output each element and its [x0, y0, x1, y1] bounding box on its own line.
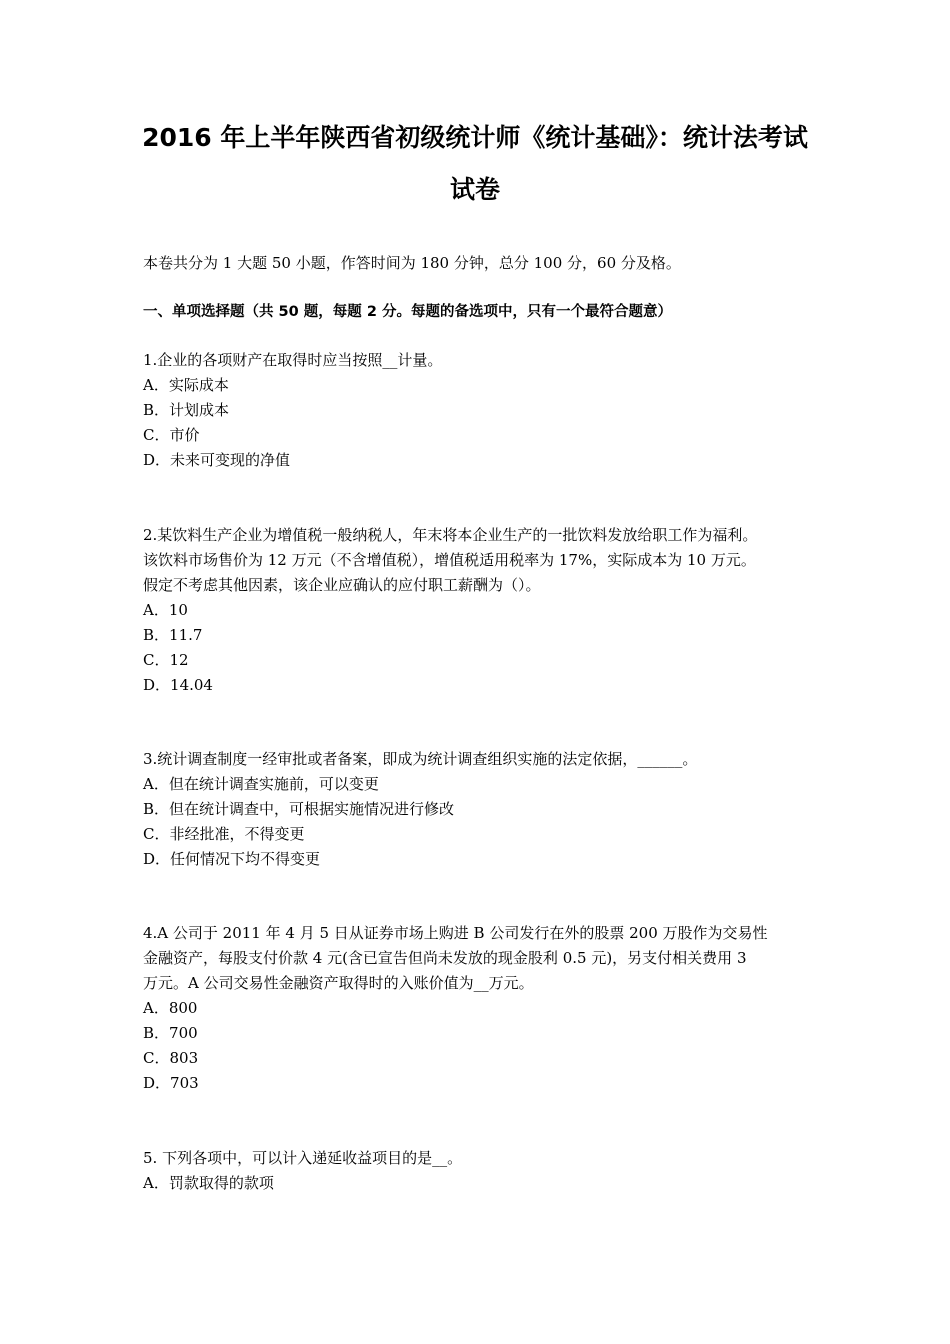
- question-4-stem-line-2: 金融资产，每股支付价款 4 元(含已宣告但尚未发放的现金股利 0.5 元)，另支付相关费用 3: [143, 949, 747, 967]
- question-4-option-a: A．800: [143, 999, 198, 1017]
- question-3-option-b: B．但在统计调查中，可根据实施情况进行修改: [143, 800, 455, 818]
- document-title-line-1: 2016 年上半年陕西省初级统计师《统计基础》：统计法考试: [142, 123, 808, 152]
- exam-intro: 本卷共分为 1 大题 50 小题，作答时间为 180 分钟，总分 100 分，60 分及格。: [143, 254, 681, 272]
- question-2-option-d: D．14.04: [143, 676, 213, 694]
- question-4-option-c: C．803: [143, 1049, 199, 1067]
- question-2-option-a: A．10: [143, 601, 188, 619]
- question-5-stem: 5. 下列各项中，可以计入递延收益项目的是__。: [143, 1149, 463, 1167]
- question-3-option-a: A．但在统计调查实施前，可以变更: [143, 775, 379, 793]
- question-3-option-c: C．非经批准，不得变更: [143, 825, 305, 843]
- question-2-option-c: C．12: [143, 651, 189, 669]
- question-3-option-d: D．任何情况下均不得变更: [143, 850, 321, 868]
- question-4-option-b: B．700: [143, 1024, 198, 1042]
- question-2-option-b: B．11.7: [143, 626, 203, 644]
- question-2-stem-line-1: 2.某饮料生产企业为增值税一般纳税人，年末将本企业生产的一批饮料发放给职工作为福利。: [143, 526, 758, 544]
- question-3-stem: 3.统计调查制度一经审批或者备案，即成为统计调查组织实施的法定依据，______。: [143, 750, 698, 768]
- question-4-option-d: D．703: [143, 1074, 199, 1092]
- question-1-option-b: B．计划成本: [143, 401, 230, 419]
- question-4-stem-line-3: 万元。A 公司交易性金融资产取得时的入账价值为__万元。: [143, 974, 534, 992]
- question-2-stem-line-2: 该饮料市场售价为 12 万元（不含增值税），增值税适用税率为 17%，实际成本为 10 万元。: [143, 551, 756, 569]
- question-2-stem-line-3: 假定不考虑其他因素，该企业应确认的应付职工薪酬为（）。: [143, 576, 541, 594]
- question-1-option-c: C．市价: [143, 426, 200, 444]
- question-1-stem: 1.企业的各项财产在取得时应当按照__计量。: [143, 351, 443, 369]
- question-4-stem-line-1: 4.A 公司于 2011 年 4 月 5 日从证券市场上购进 B 公司发行在外的股票 200 万股作为交易性: [143, 924, 768, 942]
- question-1-option-a: A．实际成本: [143, 376, 229, 394]
- section-heading: 一、单项选择题（共 50 题，每题 2 分。每题的备选项中，只有一个最符合题意）: [143, 304, 672, 320]
- question-5-option-a: A．罚款取得的款项: [143, 1174, 274, 1192]
- document-title-line-2: 试卷: [449, 175, 500, 204]
- question-1-option-d: D．未来可变现的净值: [143, 451, 291, 469]
